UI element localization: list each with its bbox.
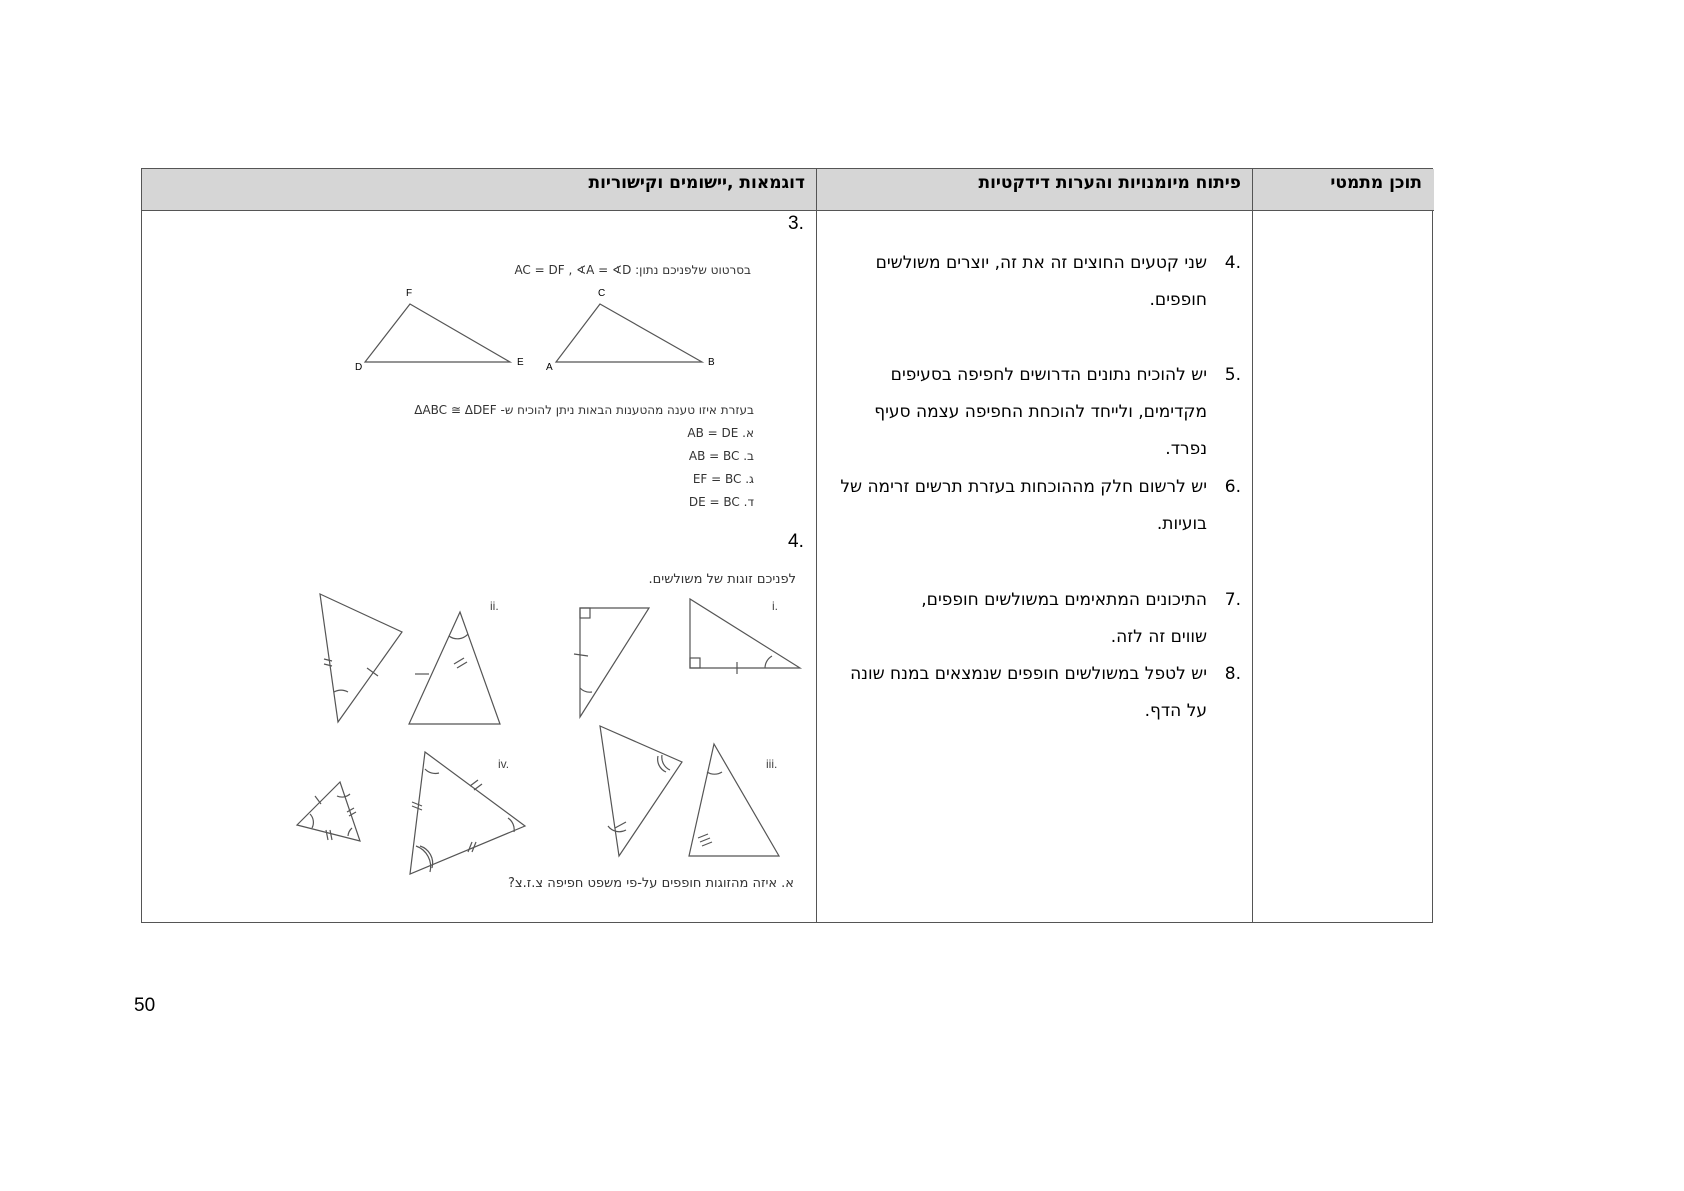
example-3-option: ב. AB = BC	[688, 449, 754, 463]
page-number: 50	[134, 995, 156, 1016]
triangle-i-b	[580, 608, 649, 717]
vertex-label-a: A	[546, 362, 553, 373]
vertex-label-b: B	[708, 357, 715, 368]
example-3-number: 3.	[788, 213, 804, 234]
right-angle-mark	[580, 608, 590, 618]
triangle-i-a	[690, 599, 800, 668]
skill-item-7: .7 התיכונים המתאימים במשולשים חופפים, שווים זה לזה.	[921, 590, 1241, 647]
skill-item-8: .8 יש לטפל במשולשים חופפים שנמצאים במנח שונה על הדף.	[850, 664, 1241, 721]
triangle-iii-b	[600, 726, 682, 856]
vertex-label-f: F	[406, 288, 413, 299]
triangle-abc	[556, 304, 702, 362]
curriculum-table	[141, 168, 1433, 923]
example-3-option: ג. EF = BC	[692, 472, 754, 486]
example-4-intro: לפניכם זוגות של משולשים.	[648, 572, 796, 587]
example-4-diagram	[282, 584, 812, 884]
skill-item-4: .4 שני קטעים החוצים זה את זה, יוצרים משולשים חופפים.	[875, 253, 1241, 310]
example-4-number: 4.	[788, 531, 804, 552]
vertex-label-c: C	[598, 288, 606, 299]
header-examples: דוגמאות ,יישומים וקישוריות	[588, 173, 805, 193]
header-content: תוכן מתמטי	[1330, 173, 1422, 193]
triangle-ii-b	[320, 594, 402, 722]
skill-item-5: .5 יש להוכיח נתונים הדרושים לחפיפה בסעיפים מקדימים, ולייחד להוכחת החפיפה עצמה סעיף נפרד.	[874, 365, 1241, 459]
example-3-option: א. AB = DE	[687, 426, 754, 440]
vertex-label-d: D	[355, 362, 363, 373]
example-3-question: בעזרת איזו טענה מהטענות הבאות ניתן להוכיח ש- ΔABC ≅ ΔDEF	[414, 403, 754, 417]
skill-item-6: .6 יש לרשום חלק מההוכחות בעזרת תרשים זרימה של בועיות.	[840, 477, 1241, 534]
example-3-option: ד. DE = BC	[688, 495, 754, 509]
example-4-question: א. איזה מהזוגות חופפים על-פי משפט חפיפה צ.ז.צ?	[507, 876, 794, 891]
column-divider	[816, 169, 817, 922]
triangle-iv-b	[297, 782, 360, 841]
pair-label-ii: ii.	[490, 599, 499, 613]
column-divider	[1252, 169, 1253, 922]
triangle-ii-a	[409, 612, 500, 724]
pair-label-iii: iii.	[766, 757, 778, 771]
pair-label-iv: iv.	[498, 757, 510, 771]
pair-label-i: i.	[772, 599, 778, 613]
example-3-given: בסרטוט שלפניכם נתון: AC = DF , ∢A = ∢D	[514, 263, 751, 277]
vertex-label-e: E	[517, 357, 524, 368]
example-3-diagram	[342, 284, 742, 374]
right-angle-mark	[690, 658, 700, 668]
triangle-def	[365, 304, 510, 362]
header-skills: פיתוח מיומנויות והערות דידקטיות	[978, 173, 1241, 193]
